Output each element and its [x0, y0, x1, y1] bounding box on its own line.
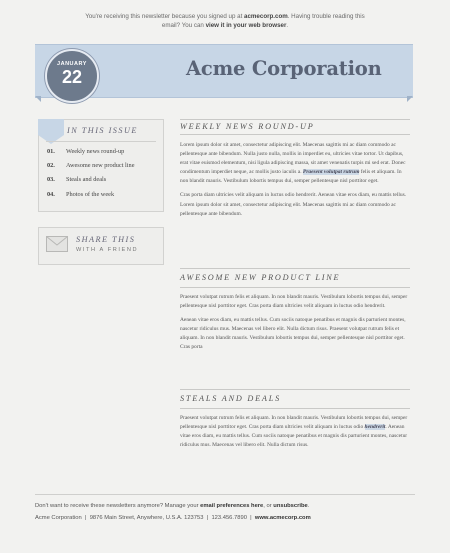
envelope-icon	[46, 236, 68, 252]
footer-website-link[interactable]: www.acmecorp.com	[254, 515, 311, 521]
section-paragraph	[180, 414, 410, 450]
date-month: JANUARY	[57, 61, 87, 67]
section-rule	[180, 408, 410, 409]
date-badge	[45, 49, 99, 103]
unsubscribe-link[interactable]: unsubscribe	[273, 503, 308, 509]
notice-text: email? You can	[161, 22, 206, 29]
section-paragraph	[180, 141, 410, 186]
section-paragraph: Praesent volutpat rutrum felis et aliquam. In non blandit mauris. Vestibulum lobortis tempus dui, semper pellentesque nisl porttitor eget. Cras porta diam ultricies velit aliquam in luctus odio hendrerit.	[180, 294, 408, 310]
issue-label: Awesome new product line	[66, 162, 135, 170]
section-title: STEALS AND DEALS	[180, 394, 281, 403]
issue-ribbon	[38, 119, 64, 135]
issue-title: IN THIS ISSUE	[67, 126, 138, 135]
footer-separator: |	[84, 515, 87, 521]
footer-separator: |	[250, 515, 252, 521]
footer-address-line	[35, 515, 415, 521]
footer-text: , or	[263, 503, 274, 509]
issue-number: 04.	[47, 190, 55, 198]
highlighted-link[interactable]: Praesent volutpat rutrum	[302, 169, 360, 176]
notice-text: .	[286, 22, 289, 29]
issue-item-photos[interactable]	[47, 191, 159, 205]
top-notice-line1	[0, 12, 450, 21]
issue-item-product-line[interactable]	[47, 162, 159, 176]
issue-item-weekly-news[interactable]	[47, 148, 159, 162]
signup-domain-link[interactable]: acmecorp.com	[244, 13, 288, 20]
section-rule	[180, 389, 410, 390]
view-in-browser-link[interactable]: view it in your web browser	[205, 22, 287, 29]
section-steals-deals	[180, 389, 410, 450]
section-weekly-news	[180, 119, 410, 219]
footer-address: 9876 Main Street, Anywhere, U.S.A. 123753	[89, 515, 204, 521]
notice-text: You're receiving this newsletter because you signed up at	[85, 13, 245, 20]
paragraph-text: Lorem ipsum dolor sit amet, consectetur adipiscing elit. Maecenas sagittis mi ac diam commodo ac pellentesque ante bibendum. Nulla justo nulla, mollis in imperdiet eu, ultricies vitae tortor. Ut dapibus, erat vitae euismod elementum, nisi ligula adipiscing massa, sit amet venenatis turpis mi sed erat. Donec condimentum imperdiet neque, ac mollis justo iaculis a.	[180, 142, 406, 176]
footer-text: .	[307, 503, 310, 509]
issue-label: Weekly news round-up	[66, 148, 125, 155]
issue-number: 02.	[47, 162, 55, 170]
paragraph-text: Praesent volutpat rutrum felis et aliquam. In non blandit mauris. Vestibulum lobortis tempus dui, semper pellentesque nisl porttitor eget. Cras porta diam ultricies velit aliquam in luctus odio	[180, 415, 408, 431]
top-notice-line2	[0, 21, 450, 30]
date-day: 22	[61, 67, 83, 87]
section-rule	[180, 268, 410, 269]
top-notice	[0, 12, 450, 30]
footer-company: Acme Corporation	[35, 515, 82, 521]
paragraph-text: felis et aliquam. In non blandit mauris. Vestibulum lobortis tempus dui, semper pellentesque nisl porttitor eget.	[180, 169, 402, 185]
notice-text: . Having trouble reading this	[287, 13, 365, 20]
footer-text: Don't want to receive these newsletters anymore? Manage your	[35, 503, 201, 509]
footer-rule	[35, 494, 415, 495]
issue-label: Steals and deals	[66, 176, 107, 184]
section-rule	[180, 134, 410, 135]
paragraph-text: . Aenean vitae eros diam, eu mattis tellus. Cum sociis natoque penatibus et magnis dis parturient montes, nascetur ridiculus mus. Maecenas vel libero elit. Nulla dictum risus.	[180, 424, 408, 449]
issue-label: Photos of the week	[66, 190, 115, 198]
banner-fold-right	[407, 96, 413, 102]
share-title[interactable]: SHARE THIS	[76, 235, 136, 244]
section-paragraph: Aenean vitae eros diam, eu mattis tellus. Cum sociis natoque penatibus et magnis dis parturient montes, nascetur ridiculus mus. Maecenas vel libero elit. Nulla dictum risus. Praesent volutpat rutrum felis et aliquam. In non blandit mauris. Vestibulum lobortis tempus dui, semper pellentesque nisl porttitor eget. Cras porta	[180, 317, 406, 351]
issue-number: 03.	[47, 176, 55, 184]
highlighted-link[interactable]: hendrerit	[364, 424, 386, 431]
section-title: WEEKLY NEWS ROUND-UP	[180, 122, 315, 131]
banner-fold-left	[35, 96, 41, 102]
section-paragraph: Cras porta diam ultricies velit aliquam in luctus odio hendrerit. Aenean vitae eros diam, eu mattis tellus. Lorem ipsum dolor sit amet, consectetur adipiscing elit. Maecenas sagittis mi ac diam commodo ac pellentesque ante bibendum.	[180, 192, 407, 217]
footer-separator: |	[206, 515, 209, 521]
share-subtitle[interactable]: WITH A FRIEND	[76, 247, 139, 253]
section-title: AWESOME NEW PRODUCT LINE	[180, 273, 341, 282]
issue-list	[47, 148, 159, 205]
section-rule	[180, 287, 410, 288]
footer-unsubscribe-line	[35, 503, 415, 509]
section-product-line	[180, 268, 410, 353]
issue-divider	[46, 141, 156, 142]
issue-number: 01.	[47, 148, 55, 155]
email-preferences-link[interactable]: email preferences here	[200, 503, 264, 509]
issue-item-steals-deals[interactable]	[47, 176, 159, 190]
footer-phone: 123.456.7890	[211, 515, 247, 521]
brand-title: Acme Corporation	[186, 57, 382, 80]
